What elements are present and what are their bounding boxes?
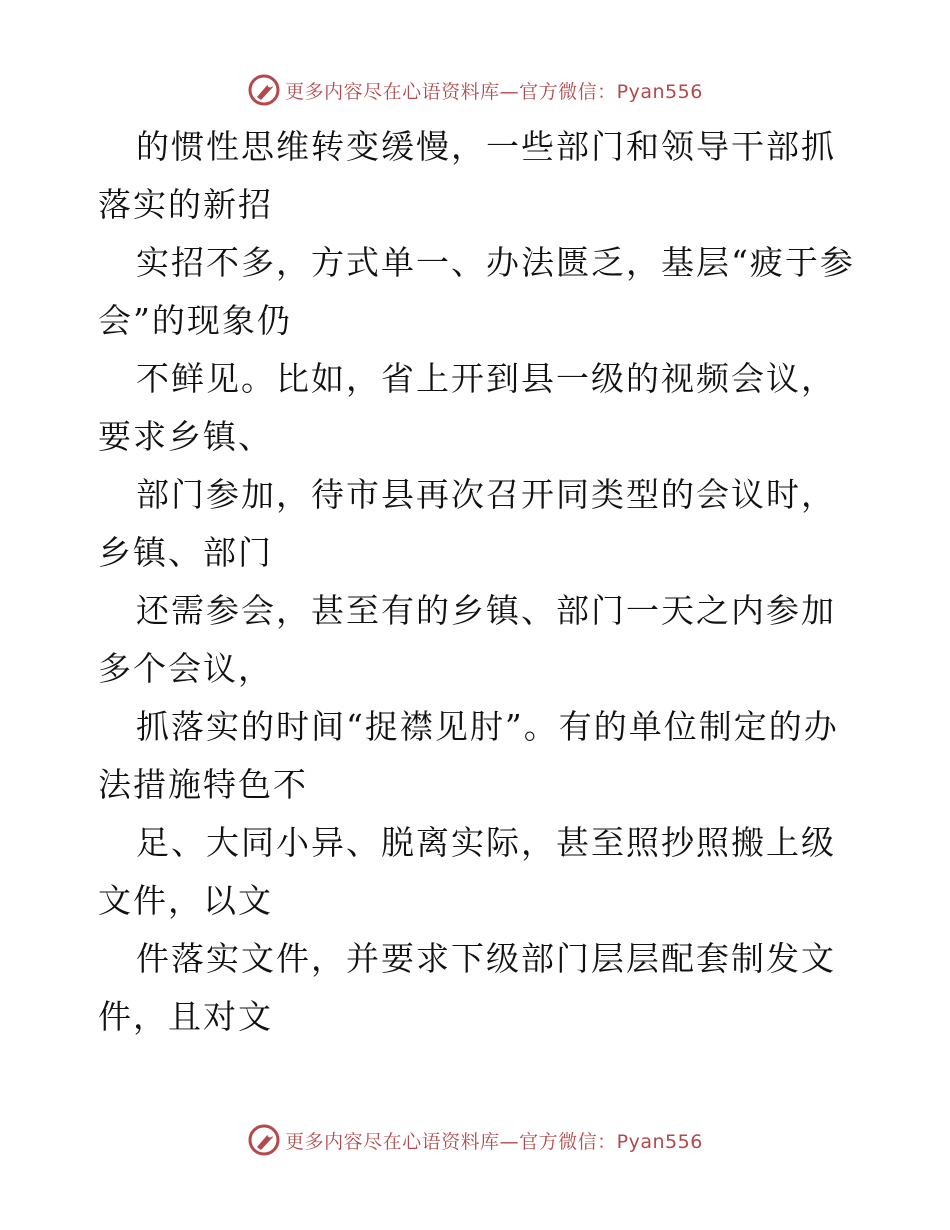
document-body [98, 118, 858, 1046]
paragraph: 足、大同小异、脱离实际，甚至照抄照搬上级文件，以文 [98, 823, 836, 920]
paragraph: 件落实文件，并要求下级部门层层配套制发文件，且对文 [98, 939, 836, 1036]
paragraph: 的惯性思维转变缓慢，一些部门和领导干部抓落实的新招 [98, 127, 836, 224]
fountain-pen-seal-icon [247, 73, 281, 107]
header-watermark-text: 更多内容尽在心语资料库—官方微信：Pyan556 [285, 80, 703, 103]
paragraph: 实招不多，方式单一、办法匮乏，基层“疲于参会”的现象仍 [98, 243, 855, 340]
footer-watermark-text: 更多内容尽在心语资料库—官方微信：Pyan556 [285, 1130, 703, 1153]
paragraph: 抓落实的时间“捉襟见肘”。有的单位制定的办法措施特色不 [98, 707, 839, 804]
footer-watermark [0, 1120, 950, 1160]
paragraph: 不鲜见。比如，省上开到县一级的视频会议，要求乡镇、 [98, 359, 836, 456]
paragraph: 还需参会，甚至有的乡镇、部门一天之内参加多个会议， [98, 591, 836, 688]
paragraph: 部门参加，待市县再次召开同类型的会议时，乡镇、部门 [98, 475, 836, 572]
header-watermark [0, 70, 950, 110]
fountain-pen-seal-icon [247, 1123, 281, 1157]
